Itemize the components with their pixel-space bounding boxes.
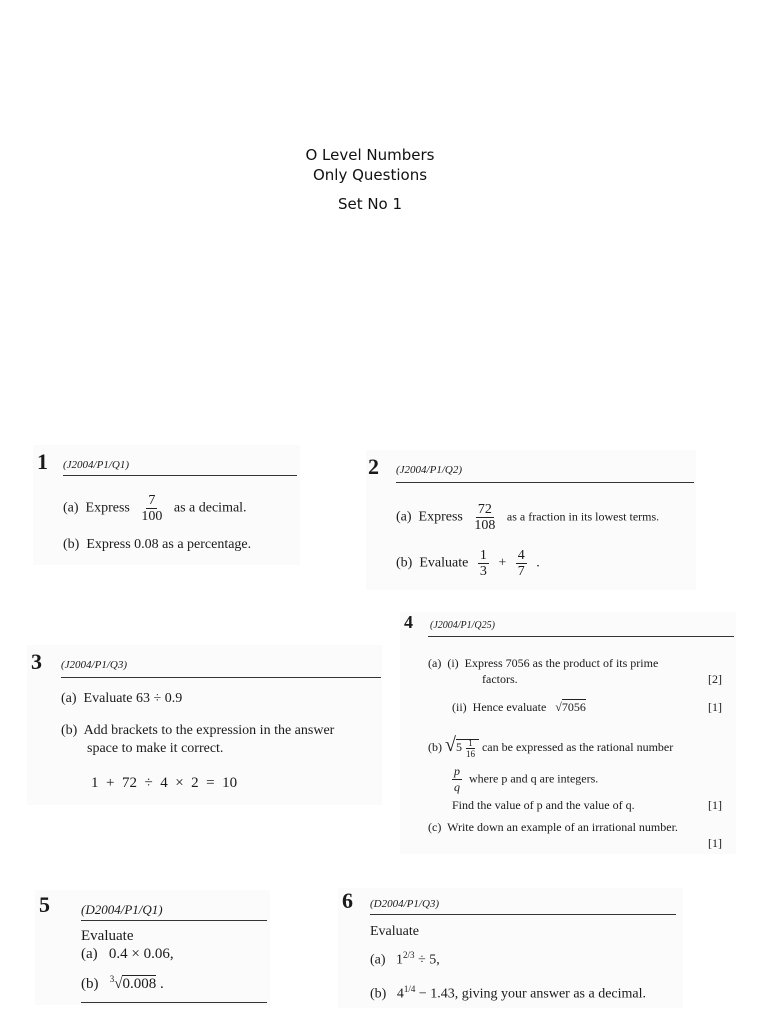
numerator: 72 <box>477 502 492 517</box>
numerator: 7 <box>148 493 156 508</box>
part-text: ÷ 5, <box>418 952 440 968</box>
part-label: (c) <box>428 820 442 834</box>
marks: [1] <box>708 700 722 714</box>
question-1-card <box>33 445 300 565</box>
part-text: Express <box>418 509 463 525</box>
denominator: 108 <box>474 518 496 533</box>
denominator: q <box>454 780 460 794</box>
radicand: 7056 <box>561 700 586 714</box>
denominator: 7 <box>517 564 525 579</box>
fraction <box>139 493 164 524</box>
part-a-i-continued: factors. <box>482 672 518 686</box>
divider <box>81 1002 267 1003</box>
part-label: (a) <box>63 500 79 516</box>
part-label: (b) <box>63 537 80 552</box>
set-number: Set No 1 <box>337 195 403 213</box>
question-number: 5 <box>39 892 50 917</box>
document-title: O Level Numbers <box>305 146 435 164</box>
part-a-ii <box>452 700 586 715</box>
part-label: (a) <box>396 509 412 525</box>
expression: 1 + 72 ÷ 4 × 2 = 10 <box>91 775 238 791</box>
part-b <box>61 723 334 739</box>
question-reference: (D2004/P1/Q1) <box>81 902 163 917</box>
part-text: Express 7056 as the product of its prime <box>464 656 659 670</box>
part-text: Write down an example of an irrational number. <box>447 820 678 834</box>
fraction: 1/4 <box>403 984 416 994</box>
part-a <box>61 691 182 707</box>
part-a <box>396 502 659 533</box>
part-text: where p and q are integers. <box>469 771 599 786</box>
question-reference: (J2004/P1/Q1) <box>63 459 129 471</box>
cube-root-icon: √ <box>114 976 123 992</box>
part-a <box>63 493 247 524</box>
denominator: 100 <box>141 509 163 524</box>
part-label: (b) <box>396 555 413 571</box>
part-label: (b) <box>428 740 442 754</box>
part-label: (a) <box>61 691 77 706</box>
numerator: p <box>454 764 460 778</box>
denominator: 3 <box>479 564 487 579</box>
part-b <box>81 974 164 993</box>
fraction <box>516 548 527 579</box>
part-label: (b) <box>61 723 78 738</box>
question-reference: (D2004/P1/Q3) <box>370 898 440 910</box>
part-b-continued: space to make it correct. <box>87 741 224 756</box>
question-heading: Evaluate <box>370 924 419 939</box>
question-3-card <box>27 645 382 805</box>
part-text: Evaluate 63 ÷ 0.9 <box>83 691 183 706</box>
part-b <box>370 984 646 1003</box>
part-text: − 1.43, giving your answer as a decimal. <box>418 986 647 1002</box>
part-label: (b) <box>81 976 99 992</box>
part-b <box>396 548 540 579</box>
whole-number: 4 <box>396 986 404 1002</box>
part-text: . <box>159 976 164 992</box>
question-4-card <box>400 612 736 854</box>
part-text: 0.4 × 0.06, <box>108 946 174 962</box>
question-6-card <box>338 888 683 1008</box>
part-a <box>370 950 440 969</box>
denominator: 16 <box>465 748 475 759</box>
part-a-i <box>428 656 658 671</box>
part-b <box>63 537 251 553</box>
part-text: Express 0.08 as a percentage. <box>86 537 252 552</box>
part-label: (b) <box>370 986 387 1002</box>
radicand <box>455 737 479 759</box>
operator: + <box>498 555 507 571</box>
part-text: as a decimal. <box>173 500 247 516</box>
part-label: (a) <box>428 656 442 670</box>
subpart-label: (ii) <box>452 700 467 714</box>
part-text: Evaluate <box>419 555 469 571</box>
part-label: (a) <box>81 946 98 962</box>
divider <box>428 636 734 637</box>
part-text: . <box>536 555 540 571</box>
part-b <box>428 734 673 759</box>
marks: [2] <box>708 672 722 686</box>
divider <box>63 475 297 476</box>
part-b-continued <box>452 764 598 795</box>
divider <box>81 920 267 921</box>
divider <box>61 677 381 678</box>
question-reference: (J2004/P1/Q25) <box>430 620 495 631</box>
subpart-label: (i) <box>447 656 459 670</box>
question-reference: (J2004/P1/Q2) <box>396 464 462 476</box>
marks: [1] <box>708 798 722 812</box>
part-c <box>428 820 678 835</box>
radicand: 0.008 <box>122 976 157 992</box>
divider <box>396 482 694 483</box>
part-text: can be expressed as the rational number <box>481 740 674 754</box>
numerator: 1 <box>468 737 473 748</box>
question-5-card <box>35 890 270 1005</box>
question-reference: (J2004/P1/Q3) <box>61 659 127 671</box>
question-2-card <box>366 450 696 590</box>
numerator: 4 <box>517 548 525 563</box>
question-number: 4 <box>404 612 413 632</box>
part-text: Add brackets to the expression in the answer <box>83 723 335 738</box>
whole-number: 1 <box>396 952 404 968</box>
question-number: 2 <box>368 454 379 479</box>
fraction <box>452 764 462 795</box>
whole-number: 5 <box>455 740 462 754</box>
numerator: 1 <box>479 548 487 563</box>
question-number: 1 <box>37 449 48 474</box>
part-a <box>81 946 174 963</box>
part-b-find: Find the value of p and the value of q. <box>452 798 635 812</box>
question-number: 3 <box>31 649 42 674</box>
divider <box>370 914 676 915</box>
square-root-icon: √ <box>555 700 562 714</box>
part-text: Hence evaluate <box>472 700 547 714</box>
fraction: 2/3 <box>403 950 415 960</box>
root-index: 3 <box>109 974 115 984</box>
question-number: 6 <box>342 888 353 913</box>
question-heading: Evaluate <box>81 928 134 944</box>
fraction <box>472 502 497 533</box>
part-label: (a) <box>370 952 386 968</box>
square-root-icon: √ <box>445 734 456 756</box>
part-text: as a fraction in its lowest terms. <box>506 509 660 524</box>
document-subtitle: Only Questions <box>312 166 428 184</box>
marks: [1] <box>708 836 722 850</box>
fraction <box>464 738 477 759</box>
fraction <box>478 548 489 579</box>
part-text: Express <box>85 500 130 516</box>
